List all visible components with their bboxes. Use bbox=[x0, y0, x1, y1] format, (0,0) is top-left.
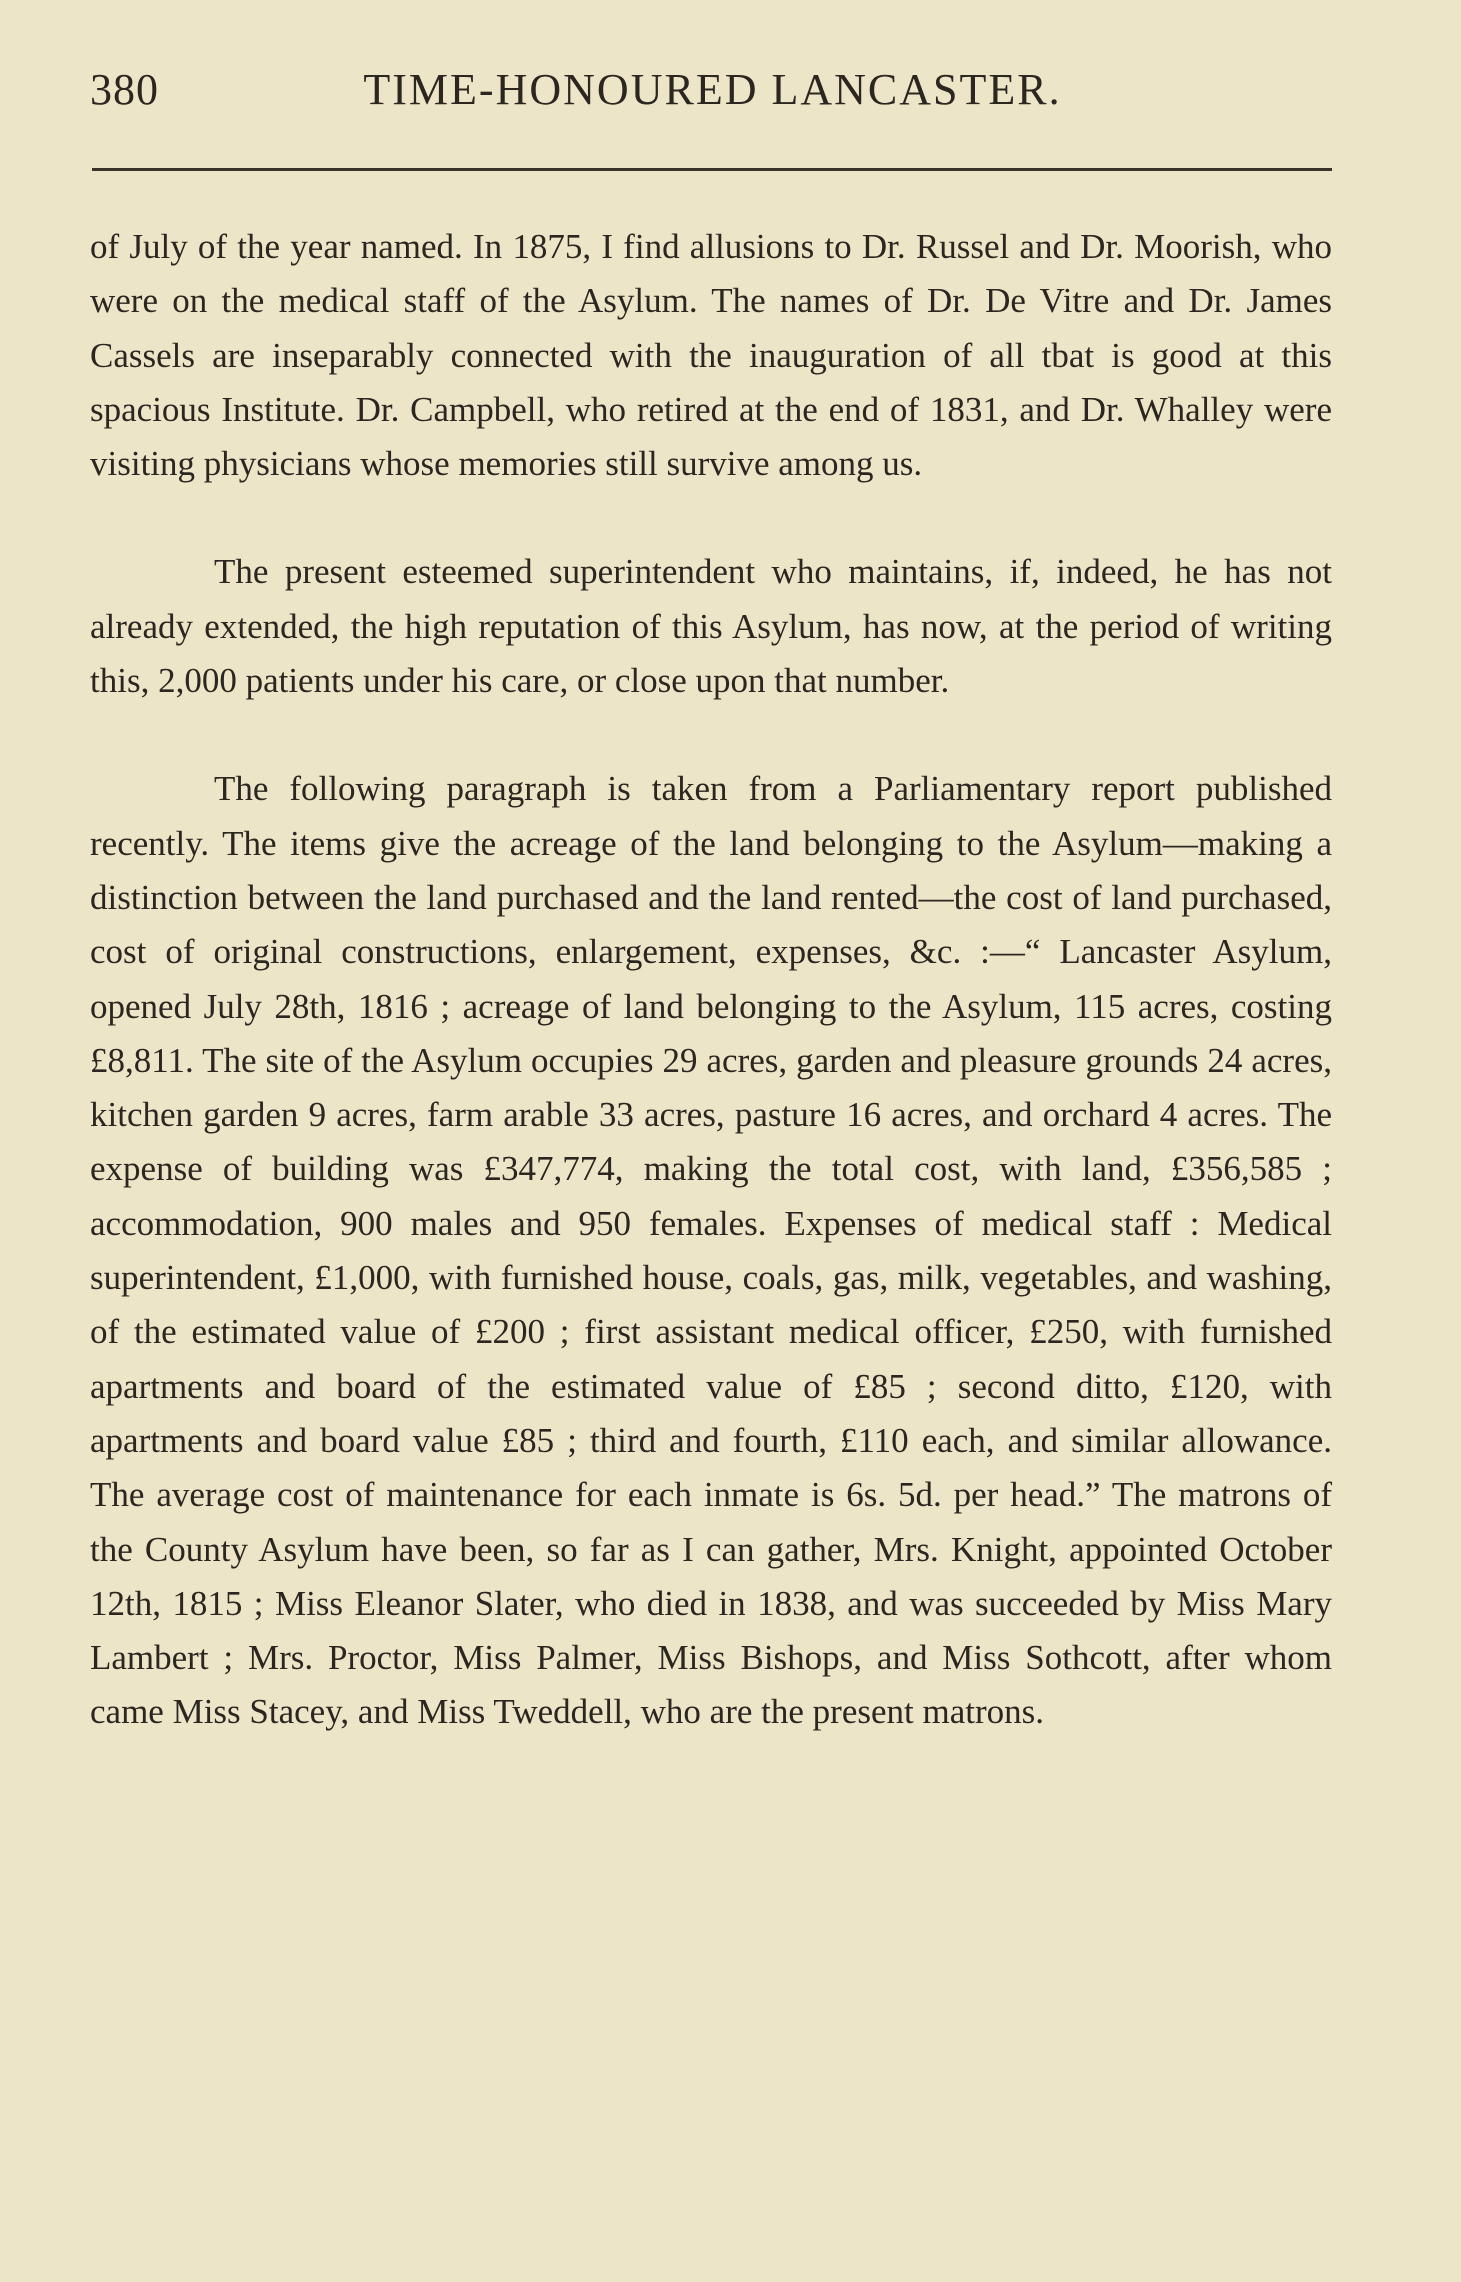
paragraph-parliamentary-report: The following paragraph is taken from a Parliamentary report published recently. The items give the acreage of the land belonging to the Asylum—making a distinction between the land purchased and the land rented—the cost of land purchased, cost of original constructions, enlargement, expenses, &c. :—“ Lancaster Asylum, opened July 28th, 1816 ; acreage of land belonging to the Asylum, 115 acres, costing £8,811. The site of the Asylum occupies 29 acres, garden and pleasure grounds 24 acres, kitchen garden 9 acres, farm arable 33 acres, pasture 16 acres, and orchard 4 acres. The expense of building was £347,774, making the total cost, with land, £356,585 ; accommodation, 900 males and 950 females. Expenses of medical staff : Medical superintendent, £1,000, with furnished house, coals, gas, milk, vegetables, and washing, of the estimated value of £200 ; first assistant medical officer, £250, with furnished apartments and board of the estimated value of £85 ; second ditto, £120, with apartments and board value £85 ; third and fourth, £110 each, and similar allowance. The average cost of maintenance for each inmate is 6s. 5d. per head.” The matrons of the County Asylum have been, so far as I can gather, Mrs. Knight, appointed October 12th, 1815 ; Miss Eleanor Slater, who died in 1838, and was succeeded by Miss Mary Lambert ; Mrs. Proctor, Miss Palmer, Miss Bishops, and Miss Sothcott, after whom came Miss Stacey, and Miss Tweddell, who are the present matrons. bbox=[90, 769, 1332, 1732]
body-text bbox=[90, 220, 1332, 1740]
page-number: 380 bbox=[90, 65, 159, 114]
paragraph-continuation: of July of the year named. In 1875, I find allusions to Dr. Russel and Dr. Moorish, who were on the medical staff of the Asylum. The names of Dr. De Vitre and Dr. James Cassels are inseparably connected with the inauguration of all tbat is good at this spacious Institute. Dr. Campbell, who retired at the end of 1831, and Dr. Whalley were visiting physicians whose memories still survive among us. bbox=[90, 227, 1332, 484]
page-header bbox=[90, 64, 1335, 124]
running-title: TIME-HONOURED LANCASTER. bbox=[363, 65, 1062, 114]
paragraph-superintendent: The present esteemed superintendent who maintains, if, indeed, he has not already extended, the high reputation of this Asylum, has now, at the period of writing this, 2,000 patients under his care, or close upon that number. bbox=[90, 552, 1332, 701]
header-rule bbox=[92, 168, 1332, 171]
